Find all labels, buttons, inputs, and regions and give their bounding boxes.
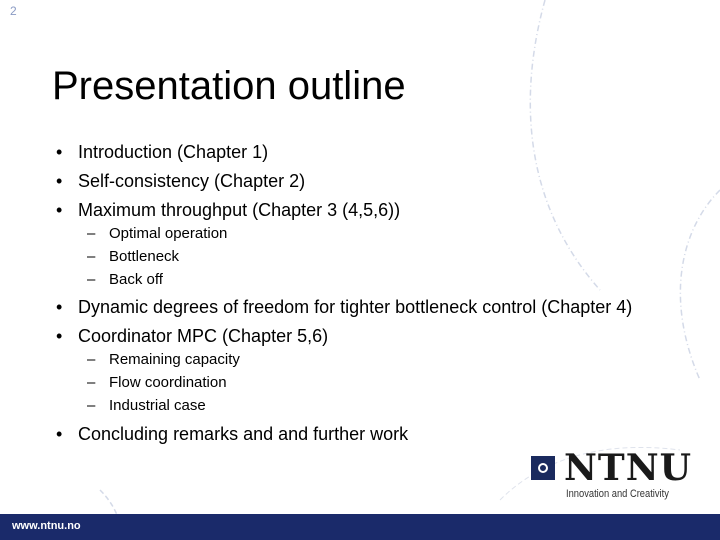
outline-item-text: Maximum throughput (Chapter 3 (4,5,6)) [78, 200, 401, 220]
bullet-marker: • [56, 200, 63, 220]
logo-mark-icon [531, 456, 555, 480]
footer-bar [0, 514, 720, 540]
outline-subitem-text: Remaining capacity [109, 351, 240, 368]
outline-item-text: Dynamic degrees of freedom for tighter bottleneck control (Chapter 4) [78, 297, 633, 317]
footer-url: www.ntnu.no [12, 520, 81, 532]
bullet-marker: • [56, 297, 63, 317]
outline-item-text: Coordinator MPC (Chapter 5,6) [78, 326, 329, 346]
bullet-marker: • [56, 171, 63, 191]
dash-marker: – [87, 271, 96, 288]
outline-subitem-text: Back off [109, 271, 163, 288]
ntnu-logo [528, 447, 708, 506]
outline-subitem-text: Flow coordination [109, 374, 227, 391]
dash-marker: – [87, 248, 96, 265]
bullet-marker: • [56, 424, 63, 444]
dash-marker: – [87, 351, 96, 368]
outline-item-text: Concluding remarks and and further work [78, 424, 409, 444]
outline-item-text: Introduction (Chapter 1) [78, 142, 269, 162]
logo-tagline: Innovation and Creativity [566, 488, 669, 500]
outline-subitem-text: Optimal operation [109, 225, 228, 242]
dash-marker: – [87, 225, 96, 242]
logo-name: NTNU [564, 447, 692, 489]
dash-marker: – [87, 397, 96, 414]
slide-title: Presentation outline [52, 64, 406, 108]
slide-number: 2 [10, 4, 17, 18]
bullet-marker: • [56, 326, 63, 346]
bullet-marker: • [56, 142, 63, 162]
outline-item-text: Self-consistency (Chapter 2) [78, 171, 306, 191]
dash-marker: – [87, 374, 96, 391]
outline-subitem-text: Bottleneck [109, 248, 180, 265]
outline-subitem-text: Industrial case [109, 397, 206, 414]
